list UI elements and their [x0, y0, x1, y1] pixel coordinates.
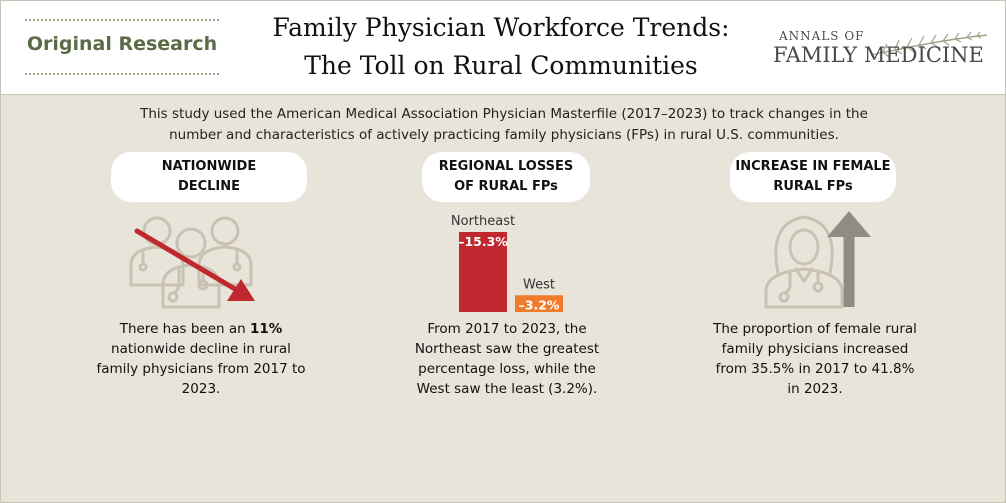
- intro-line: number and characteristics of actively practicing family physicians (FPs) in rural U.S. communities.: [169, 127, 839, 143]
- title-line: The Toll on Rural Communities: [304, 51, 698, 80]
- intro-text: [121, 104, 887, 146]
- article-type-badge: [25, 19, 219, 75]
- heading-line: DECLINE: [177, 179, 241, 194]
- category-label: West: [523, 277, 555, 293]
- nationwide-text: [95, 319, 307, 399]
- page-title: [251, 9, 751, 85]
- stat-value: 11%: [249, 321, 283, 337]
- heading-line: INCREASE IN FEMALE: [735, 159, 891, 174]
- regional-text: From 2017 to 2023, the Northeast saw the greatest percentage loss, while the West saw the least (3.2%).: [414, 321, 600, 397]
- down-right-arrow-icon: [131, 221, 271, 311]
- logo-text: FAMILY MEDICINE: [773, 43, 984, 67]
- category-label: Northeast: [450, 214, 516, 229]
- badge-label: Original Research: [26, 33, 218, 55]
- title-line: Family Physician Workforce Trends:: [272, 13, 730, 42]
- text-segment: There has been an: [119, 321, 250, 337]
- data-label: –15.3%: [458, 234, 508, 249]
- regional-loss-chart: [431, 206, 591, 316]
- heading-line: RURAL FPs: [773, 179, 853, 194]
- journal-logo: [773, 29, 993, 74]
- data-label: –3.2%: [518, 297, 560, 313]
- female-heading: [730, 152, 896, 202]
- up-arrow-icon: [823, 209, 875, 311]
- text-segment: nationwide decline in rural family physicians from 2017 to 2023.: [96, 341, 306, 397]
- nationwide-heading: [111, 152, 307, 202]
- logo-text: ANNALS OF: [779, 29, 865, 43]
- divider: [25, 73, 219, 75]
- heading-line: REGIONAL LOSSES: [438, 159, 574, 174]
- intro-line: This study used the American Medical Association Physician Masterfile (2017–2023) to track changes in the: [140, 106, 868, 122]
- female-text: The proportion of female rural family physicians increased from 35.5% in 2017 to 41.8% in 2023.: [713, 321, 917, 397]
- divider: [25, 19, 219, 21]
- regional-heading: [422, 152, 590, 202]
- header: [1, 1, 1005, 95]
- heading-line: OF RURAL FPs: [454, 179, 558, 194]
- heading-line: NATIONWIDE: [161, 159, 257, 174]
